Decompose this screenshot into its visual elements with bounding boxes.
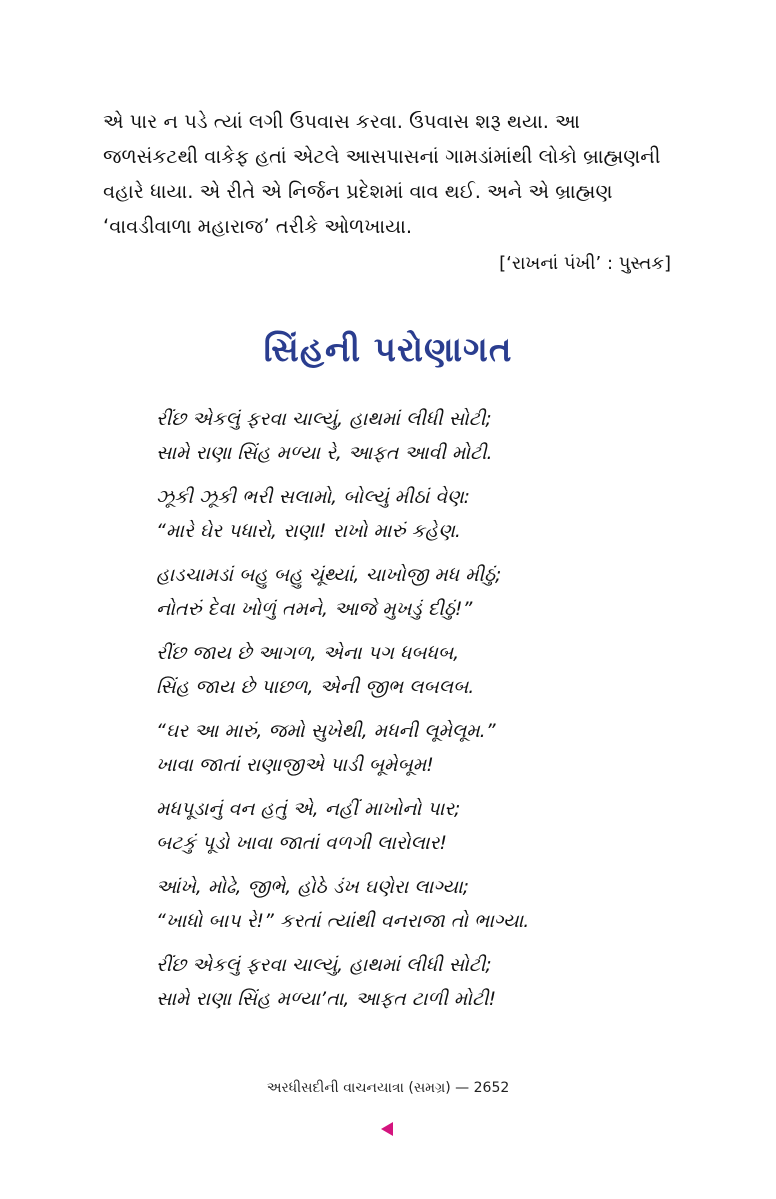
triangle-left-icon[interactable] xyxy=(381,1122,393,1136)
page-footer: અરધીસદીની વાચનયાત્રા (સમગ્ર) — 2652 xyxy=(266,1080,510,1096)
poem-line: “ઘર આ મારું, જમો સુખેથી, મધની લૂમેલૂમ.” xyxy=(156,720,496,742)
poem-line: રીંછ એકલું ફરવા ચાલ્યું, હાથમાં લીધી સોટી; xyxy=(156,408,492,430)
poem-title: સિંહની પરોણાગત xyxy=(263,330,513,370)
poem-line: રીંછ જાય છે આગળ, એના પગ ધબધબ, xyxy=(156,642,460,664)
poem-line: સામે રાણા સિંહ મળ્યા’તા, આફત ટાળી મોટી! xyxy=(156,988,497,1010)
poem-line: હાડચામડાં બહુ બહુ ચૂંથ્યાં, ચાખોજી મધ મીઠું; xyxy=(156,564,502,586)
poem-line: બટકું પૂડો ખાવા જાતાં વળગી લારોલાર! xyxy=(156,832,447,854)
poem-line: “ખાધો બાપ રે!” કરતાં ત્યાંથી વનરાજા તો ભાગ્યા. xyxy=(156,910,530,932)
poem-line: ખાવા જાતાં રાણાજીએ પાડી બૂમેબૂમ! xyxy=(156,754,434,776)
poem-line: સામે રાણા સિંહ મળ્યા રે, આફત આવી મોટી. xyxy=(156,442,493,464)
prose-block xyxy=(103,104,671,281)
poem-line: ઝૂકી ઝૂકી ભરી સલામો, બોલ્યું મીઠાં વેણ: xyxy=(156,486,471,508)
poem-line: મધપૂડાનું વન હતું એ, નહીં માખોનો પાર; xyxy=(156,798,461,820)
poem-line: આંખે, મોઢે, જીભે, હોઠે ડંખ ઘણેરા લાગ્યા; xyxy=(156,876,470,898)
poem-line: “મારે ઘેર પધારો, રાણા! રાખો મારું કહેણ. xyxy=(156,520,461,542)
poem-line: નોતરું દેવા ખોળું તમને, આજે મુખડું દીઠું!” xyxy=(156,598,473,620)
stanza xyxy=(156,870,676,948)
stanza xyxy=(156,402,676,480)
prose-line: ‘વાવડીવાળા મહારાજ’ તરીકે ઓળખાયા. xyxy=(103,215,413,238)
prose-line: વહારે ધાયા. એ રીતે એ નિર્જન પ્રદેશમાં વાવ થઈ. અને એ બ્રાહ્મણ xyxy=(103,180,613,203)
stanza xyxy=(156,636,676,714)
stanza xyxy=(156,480,676,558)
citation: [‘રાખનાં પંખી’ : પુસ્તક] xyxy=(499,253,671,274)
stanza xyxy=(156,714,676,792)
poem xyxy=(156,402,676,1026)
prose-line: એ પાર ન પડે ત્યાં લગી ઉપવાસ કરવા. ઉપવાસ શરૂ થયા. આ xyxy=(103,110,580,133)
poem-line: સિંહ જાય છે પાછળ, એની જીભ લબલબ. xyxy=(156,676,475,698)
stanza xyxy=(156,792,676,870)
stanza xyxy=(156,948,676,1026)
prose-line: જળસંકટથી વાકેફ હતાં એટલે આસપાસનાં ગામડાંમાંથી લોકો બ્રાહ્મણની xyxy=(103,145,661,168)
stanza xyxy=(156,558,676,636)
poem-line: રીંછ એકલું ફરવા ચાલ્યું, હાથમાં લીધી સોટી; xyxy=(156,954,492,976)
